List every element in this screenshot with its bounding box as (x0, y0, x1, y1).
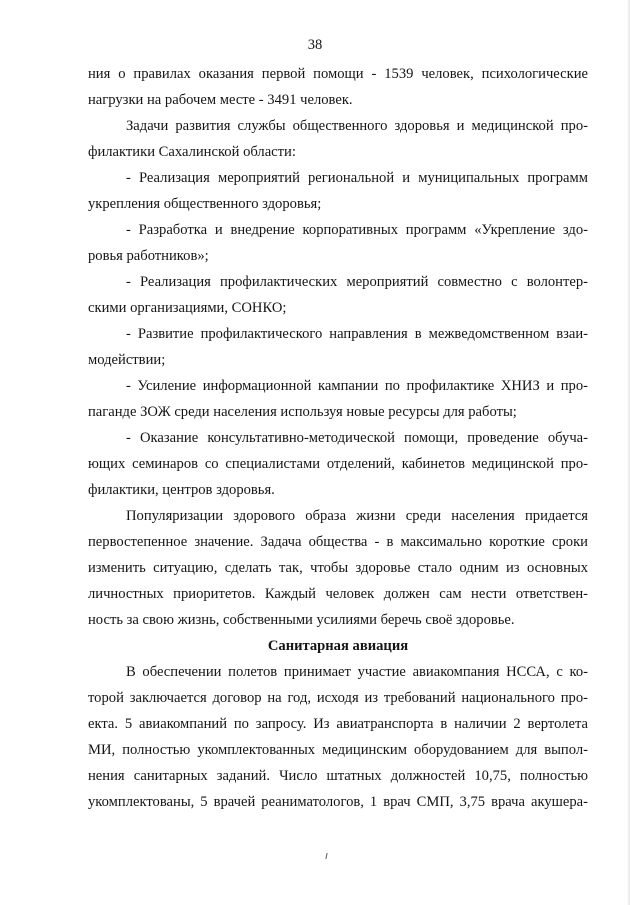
document-body (88, 61, 588, 815)
text-line: ющих семинаров со специалистами отделений, кабинетов медицинской про- (88, 456, 588, 472)
text-line: ность за свою жизнь, собственными усилиями беречь своё здоровье. (88, 612, 515, 628)
text-line: паганде ЗОЖ среди населения используя новые ресурсы для работы; (88, 404, 517, 420)
text-line: Популяризации здорового образа жизни среди населения придается (126, 508, 588, 524)
text-line: В обеспечении полетов принимает участие авиакомпания НССА, с ко- (126, 664, 588, 680)
text-line: - Разработка и внедрение корпоративных программ «Укрепление здо- (126, 222, 588, 238)
text-line: - Оказание консультативно-методической помощи, проведение обуча- (126, 430, 588, 446)
text-line: филактики, центров здоровья. (88, 482, 275, 498)
page-number: 38 (307, 37, 323, 53)
text-line: - Усиление информационной кампании по профилактике ХНИЗ и про- (126, 378, 588, 394)
text-line: нения санитарных заданий. Число штатных должностей 10,75, полностью (88, 768, 588, 784)
text-line: Задачи развития службы общественного здоровья и медицинской про- (126, 118, 588, 134)
scan-mark (325, 853, 327, 859)
text-line: ровья работников»; (88, 248, 209, 264)
section-heading: Санитарная авиация (267, 638, 409, 654)
text-line: модействии; (88, 352, 166, 368)
text-line: ния о правилах оказания первой помощи - 1539 человек, психологические (88, 66, 588, 82)
text-line: екта. 5 авиакомпаний по запросу. Из авиатранспорта в наличии 2 вертолета (88, 716, 588, 732)
text-line: личностных приоритетов. Каждый человек должен сам нести ответствен- (88, 586, 588, 602)
text-line: нагрузки на рабочем месте - 3491 человек. (88, 92, 353, 108)
text-line: филактики Сахалинской области: (88, 144, 296, 160)
text-line: первостепенное значение. Задача общества - в максимально короткие сроки (88, 534, 588, 550)
text-line: - Реализация мероприятий региональной и муниципальных программ (126, 170, 588, 186)
text-line: - Реализация профилактических мероприятий совместно с волонтер- (126, 274, 588, 290)
text-line: скими организациями, СОНКО; (88, 300, 287, 316)
text-line: укомплектованы, 5 врачей реаниматологов, 1 врач СМП, 3,75 врача акушера- (88, 794, 588, 810)
text-line: торой заключается договор на год, исходя из требований национального про- (88, 690, 588, 706)
text-line: - Развитие профилактического направления в межведомственном взаи- (126, 326, 588, 342)
text-line: изменить ситуацию, сделать так, чтобы здоровье стало одним из основных (88, 560, 588, 576)
text-line: МИ, полностью укомплектованных медицинским оборудованием для выпол- (88, 742, 588, 758)
text-line: укрепления общественного здоровья; (88, 196, 322, 212)
